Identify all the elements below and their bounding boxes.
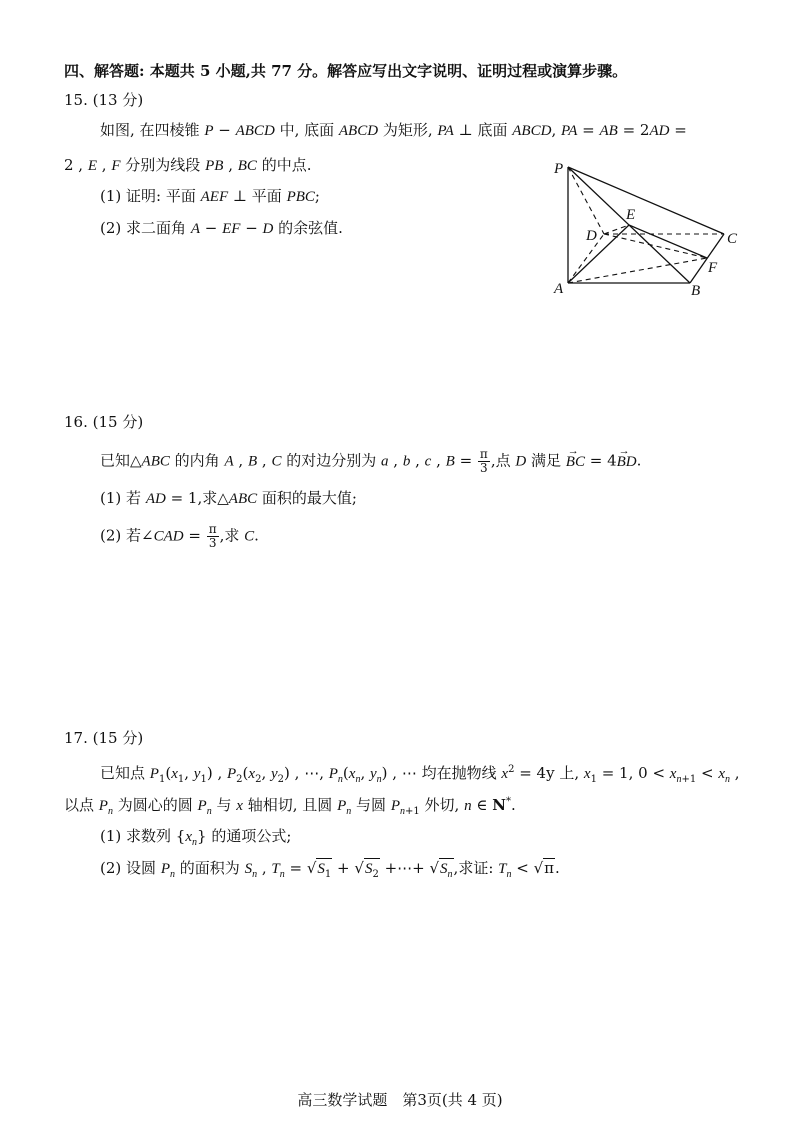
q15-part1: (1) 证明: 平面 AEF ⊥ 平面 PBC; <box>100 187 320 205</box>
q17-number: 17. (15 分) <box>64 729 144 747</box>
pyramid-figure <box>548 155 748 300</box>
label-P: P <box>554 161 564 177</box>
q16-part2: (2) 若∠CAD = $\frac{\pi}{3}$ ,求 C. <box>100 522 259 550</box>
q17-stem-line2: 以点 $P_n$ 为圆心的圆 $P_n$ 与 x 轴相切, 且圆 $P_n$ 与圆 $P_{n+1}$ 外切, n ∈ N*. <box>64 796 516 817</box>
q16-part1: (1) 若 AD = 1,求△ABC 面积的最大值; <box>100 489 357 507</box>
q15-stem-line2: 2 , E , F 分别为线段 PB , BC 的中点. <box>64 156 312 174</box>
q16-stem: 已知△ABC 的内角 A , B , C 的对边分别为 a , b , c , B = $\frac{\pi}{3}$ ,点 D 满足 → BC = 4→ BD. <box>100 448 641 475</box>
label-E: E <box>626 207 636 223</box>
label-B: B <box>691 283 701 299</box>
label-C: C <box>727 231 738 247</box>
q15-part2: (2) 求二面角 A − EF − D 的余弦值. <box>100 219 343 237</box>
label-F: F <box>708 260 718 276</box>
page-footer: 高三数学试题 第3页(共 4 页) <box>297 1091 503 1109</box>
q15-number: 15. (13 分) <box>64 91 144 109</box>
label-D: D <box>586 228 597 244</box>
q17-stem-line1: 已知点 $P_1(x_1$, $y_1$) , $P_2(x_2$, $y_2$) , ⋯, $P_n(x_n$, $y_n$) , ⋯ 均在抛物线 $x^2 = 4y$ 上, $x_1 = 1$, $0 < x_{n+1} < x_n$ , <box>100 764 740 785</box>
q17-part1: (1) 求数列 $\{x_n\}$ 的通项公式; <box>100 827 292 848</box>
label-A: A <box>554 281 564 297</box>
section-header: 四、解答题: 本题共 5 小题,共 77 分。解答应写出文字说明、证明过程或演算步骤。 <box>64 62 628 80</box>
q16-number: 16. (15 分) <box>64 413 144 431</box>
q15-stem-line1: 如图, 在四棱锥 P − ABCD 中, 底面 ABCD 为矩形, PA ⊥ 底面 ABCD, PA = AB = 2AD = <box>100 121 687 139</box>
q17-part2: (2) 设圆 $P_n$ 的面积为 $S_n$ , $T_n = √S_1 + √S_2$ +⋯+ $√S_n$,求证: $T_n < √\pi$. <box>100 859 560 880</box>
